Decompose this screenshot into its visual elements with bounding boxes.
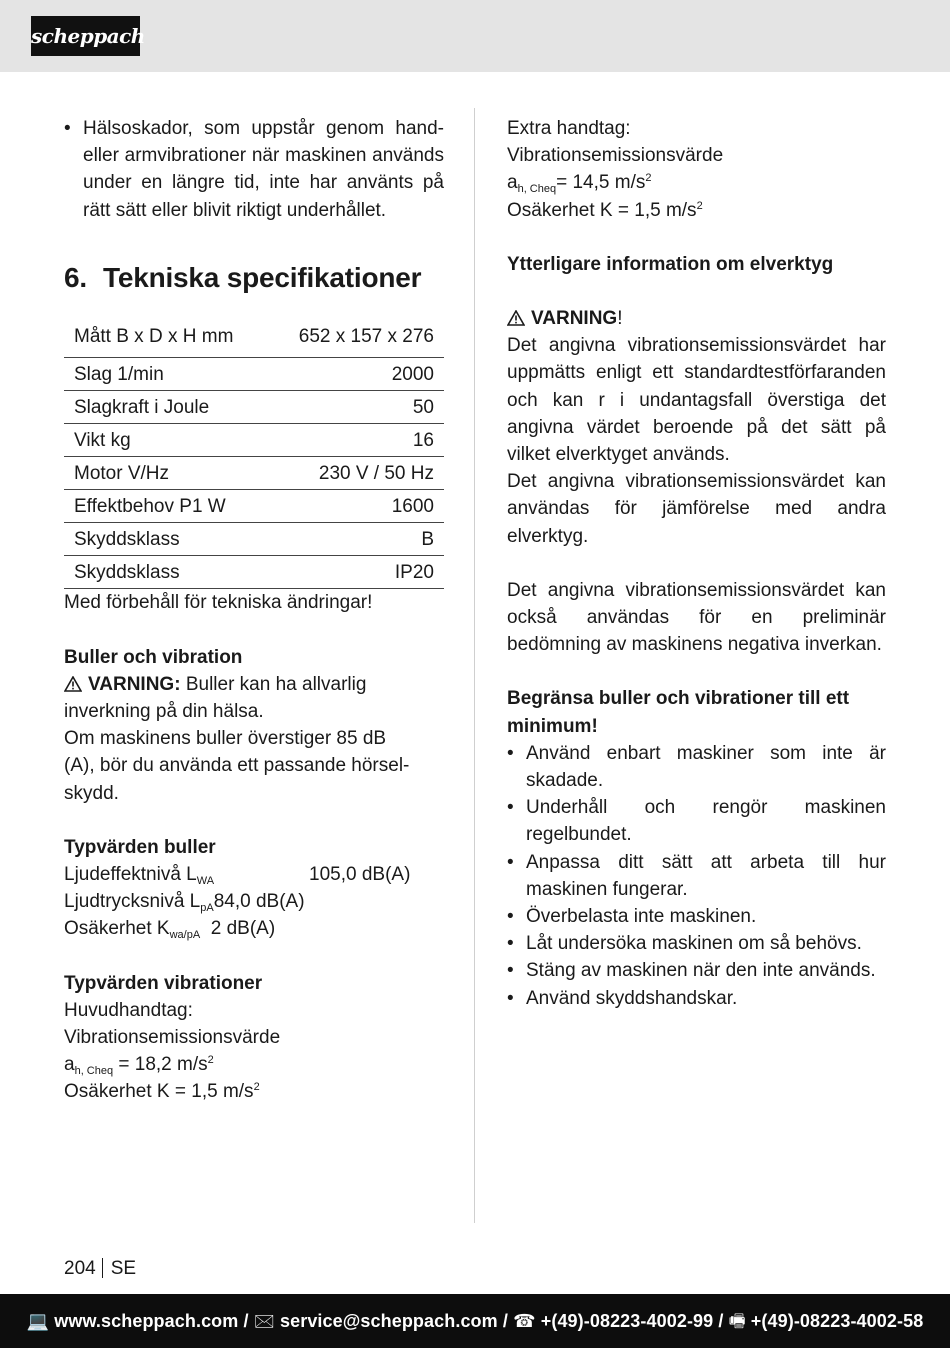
sound-pressure-value: 84,0 dB(A) bbox=[213, 891, 305, 913]
spec-label: Mått B x D x H mm bbox=[74, 326, 234, 348]
warning-text-3: Det angivna vibrationsemissionsvärdet kan också användas för en preliminär bedömning av maskinens negativa inverkan. bbox=[507, 579, 886, 656]
computer-icon: 💻 bbox=[26, 1311, 50, 1331]
spec-label: Motor V/Hz bbox=[74, 462, 170, 484]
typ-noise-heading: Typvärden buller bbox=[64, 836, 216, 858]
page-lang: SE bbox=[110, 1258, 137, 1279]
bullet-dot: • bbox=[507, 987, 514, 1009]
section-number: 6. bbox=[64, 261, 87, 293]
bullet-dot: • bbox=[507, 742, 514, 764]
footer-bar bbox=[0, 1294, 950, 1348]
page-number-value: 204 bbox=[64, 1258, 96, 1279]
main-k-sup: 2 bbox=[253, 1081, 260, 1094]
extra-a-row bbox=[507, 169, 886, 196]
main-k: Osäkerhet K = 1,5 m/s bbox=[64, 1081, 254, 1103]
extra-a-sub: h, Cheq bbox=[517, 183, 557, 196]
column-divider bbox=[474, 108, 475, 1223]
list-item bbox=[507, 849, 886, 903]
extra-vib-emission-label: Vibrationsemissionsvärde bbox=[507, 145, 724, 167]
spec-label: Vikt kg bbox=[74, 429, 131, 451]
section-heading bbox=[64, 261, 444, 295]
list-item-text: Använd skyddshandskar. bbox=[526, 987, 738, 1009]
noise-text-3: skydd. bbox=[64, 782, 119, 804]
spec-row bbox=[64, 523, 444, 556]
mail-icon: 🖂 bbox=[253, 1311, 275, 1331]
main-a-sup: 2 bbox=[207, 1054, 214, 1067]
bullet-dot: • bbox=[507, 797, 514, 819]
spec-value: 2000 bbox=[391, 363, 434, 385]
spec-row bbox=[64, 490, 444, 523]
list-item-text: Anpassa ditt sätt att arbeta till hur maskinen fungerar. bbox=[526, 851, 886, 900]
health-bullet-text: Hälsoskador, som uppstår genom hand- eller armvibrationer när maskinen används under en längre tid, inte har använts på rätt sätt eller blivit riktigt underhållet. bbox=[83, 118, 444, 221]
sound-pressure-row bbox=[64, 888, 444, 915]
warning-text-2: Det angivna vibrationsemissionsvärdet kan användas för jämförelse med andra elverktyg. bbox=[507, 471, 886, 547]
list-item bbox=[507, 903, 886, 930]
list-item bbox=[507, 794, 886, 848]
info-heading: Ytterligare information om elverktyg bbox=[507, 253, 834, 275]
spec-label: Skyddsklass bbox=[74, 561, 180, 583]
spec-label: Slagkraft i Joule bbox=[74, 396, 210, 418]
bullet-dot: • bbox=[507, 851, 514, 873]
warning-excl: ! bbox=[617, 308, 623, 330]
sound-power-row bbox=[64, 861, 444, 888]
typ-vib-heading: Typvärden vibrationer bbox=[64, 972, 263, 994]
main-a-value: = 18,2 m/s bbox=[118, 1054, 208, 1076]
spec-value: B bbox=[421, 528, 434, 550]
noise-warning-text: Buller kan ha allvarlig inverkning på din hälsa. bbox=[64, 673, 367, 722]
spec-row bbox=[64, 391, 444, 424]
header-bar bbox=[0, 0, 950, 72]
spec-label: Slag 1/min bbox=[74, 363, 164, 385]
scheppach-logo: scheppach bbox=[31, 16, 140, 56]
main-vib-emission-label: Vibrationsemissionsvärde bbox=[64, 1026, 281, 1048]
footer-separator: / bbox=[718, 1311, 724, 1331]
main-handle-label: Huvudhandtag: bbox=[64, 999, 193, 1021]
footer-website[interactable]: www.scheppach.com bbox=[54, 1311, 239, 1331]
reservation-note: Med förbehåll för tekniska ändringar! bbox=[64, 592, 373, 614]
uncertainty-sub: wa/pA bbox=[169, 929, 201, 942]
spec-value: 16 bbox=[412, 429, 434, 451]
warning-icon bbox=[64, 676, 82, 692]
extra-handle-label: Extra handtag: bbox=[507, 118, 631, 139]
extra-a-sup: 2 bbox=[645, 172, 652, 185]
uncertainty-value: 2 dB(A) bbox=[210, 918, 276, 940]
bullet-dot: • bbox=[507, 933, 514, 955]
list-item-text: Låt undersöka maskinen om så behövs. bbox=[526, 933, 862, 955]
left-column bbox=[64, 115, 444, 1106]
spec-row bbox=[64, 317, 444, 358]
spec-table bbox=[64, 317, 444, 590]
page-number bbox=[64, 1255, 136, 1282]
list-item-text: Överbelasta inte maskinen. bbox=[526, 906, 757, 928]
warning-icon bbox=[507, 310, 525, 326]
list-item-text: Använd enbart maskiner som inte är skadade. bbox=[526, 742, 886, 792]
list-item bbox=[507, 930, 886, 957]
noise-text-2: (A), bör du använda ett passande hörsel- bbox=[64, 755, 410, 777]
spec-label: Effektbehov P1 W bbox=[74, 495, 226, 517]
spec-row bbox=[64, 556, 444, 589]
list-item-text: Stäng av maskinen när den inte används. bbox=[526, 960, 876, 982]
extra-k-row bbox=[507, 197, 886, 224]
extra-a-value: = 14,5 m/s bbox=[556, 172, 646, 194]
sound-power-sub: WA bbox=[196, 874, 215, 887]
bullet-dot: • bbox=[507, 960, 514, 982]
warning-line bbox=[507, 305, 886, 332]
footer-separator: / bbox=[243, 1311, 249, 1331]
sound-power-label: Ljudeffektnivå L bbox=[64, 863, 197, 885]
footer-email[interactable]: service@scheppach.com bbox=[280, 1311, 498, 1331]
uncertainty-row bbox=[64, 915, 444, 942]
spec-value: 230 V / 50 Hz bbox=[318, 462, 434, 484]
spec-row bbox=[64, 457, 444, 490]
main-a-row bbox=[64, 1051, 444, 1078]
main-a: a bbox=[64, 1054, 75, 1076]
bullet-dot: • bbox=[507, 906, 514, 928]
health-bullet bbox=[64, 115, 444, 224]
phone-icon: ☎ bbox=[513, 1311, 536, 1331]
bullet-dot: • bbox=[64, 118, 71, 139]
main-k-row bbox=[64, 1078, 444, 1105]
sound-pressure-sub: pA bbox=[200, 902, 214, 915]
fax-icon: 🖷 bbox=[728, 1311, 746, 1331]
spec-value: 50 bbox=[412, 396, 434, 418]
extra-a: a bbox=[507, 172, 518, 194]
sound-power-value: 105,0 dB(A) bbox=[309, 863, 411, 885]
noise-warning-label: VARNING: bbox=[88, 673, 181, 695]
sound-pressure-label: Ljudtrycksnivå L bbox=[64, 891, 201, 913]
section-title: Tekniska specifikationer bbox=[103, 261, 422, 293]
page-separator bbox=[102, 1258, 103, 1278]
list-item bbox=[507, 740, 886, 794]
spec-row bbox=[64, 358, 444, 391]
spec-value: 652 x 157 x 276 bbox=[298, 326, 434, 348]
noise-heading: Buller och vibration bbox=[64, 646, 243, 668]
footer-fax: +(49)-08223-4002-58 bbox=[750, 1311, 924, 1331]
spec-value: IP20 bbox=[394, 561, 434, 583]
footer-separator: / bbox=[502, 1311, 508, 1331]
uncertainty-label: Osäkerhet K bbox=[64, 918, 170, 940]
main-a-sub: h, Cheq bbox=[74, 1065, 114, 1078]
list-item bbox=[507, 957, 886, 984]
spec-label: Skyddsklass bbox=[74, 528, 180, 550]
extra-k: Osäkerhet K = 1,5 m/s bbox=[507, 199, 697, 221]
limit-heading: Begränsa buller och vibrationer till ett minimum! bbox=[507, 688, 850, 737]
warning-label: VARNING bbox=[531, 308, 618, 330]
extra-k-sup: 2 bbox=[696, 199, 703, 212]
list-item-text: Underhåll och rengör maskinen regelbundet. bbox=[526, 797, 886, 846]
noise-warning bbox=[64, 671, 444, 725]
warning-text-1: Det angivna vibrationsemissionsvärdet har uppmätts enligt ett standardtestförfaranden och kan r i undantagsfall överstiga det angivna värdet beroende på det sätt på vilket elverktyget används. bbox=[507, 335, 886, 466]
right-column bbox=[507, 115, 886, 1012]
noise-text-1: Om maskinens buller överstiger 85 dB bbox=[64, 728, 387, 750]
limit-list bbox=[507, 740, 886, 1012]
list-item bbox=[507, 985, 886, 1012]
spec-row bbox=[64, 424, 444, 457]
spec-value: 1600 bbox=[391, 495, 434, 517]
footer-phone[interactable]: +(49)-08223-4002-99 bbox=[540, 1311, 714, 1331]
